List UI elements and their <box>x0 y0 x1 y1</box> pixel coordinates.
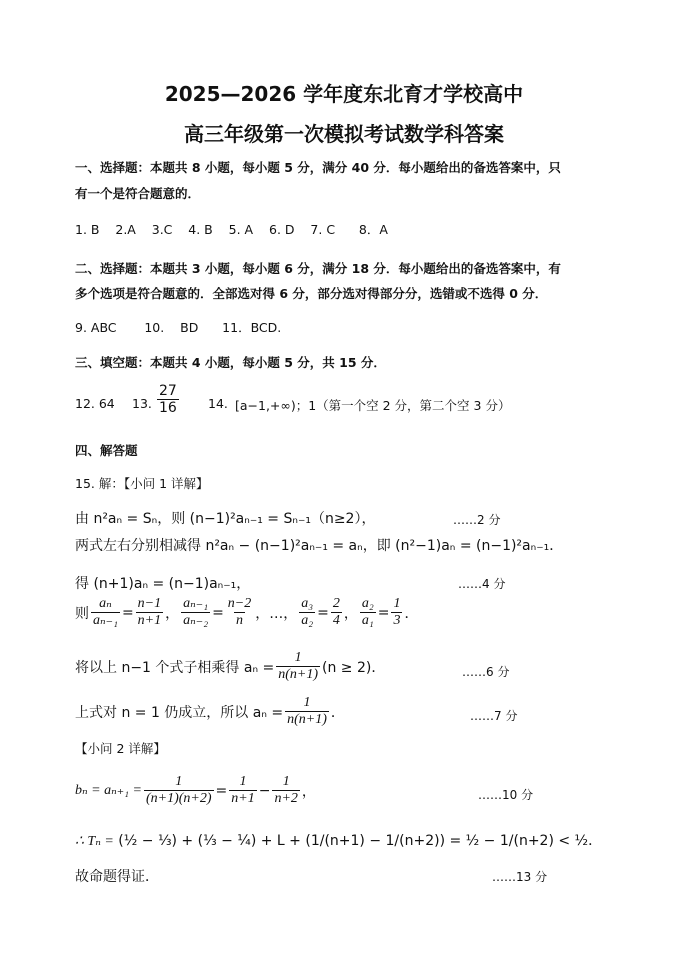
score-2: ……2 分 <box>453 513 501 527</box>
score-7: ……7 分 <box>470 709 518 723</box>
solution-line-7: bₙ = aₙ₊₁ = $\frac{1}{(n+1)(n+2)}$ = $\frac{1}{n+1}$ − $\frac{1}{n+2}$ ， <box>75 774 316 806</box>
solution-line-3: 得 (n+1)aₙ = (n−1)aₙ₋₁， <box>75 576 251 592</box>
score-4: ……4 分 <box>458 577 506 591</box>
answer-12: 12. 64 <box>75 396 115 411</box>
sec1-answers: 1. B 2.A 3.C 4. B 5. A 6. D 7. C 8．A <box>75 222 388 237</box>
page-title-line1: 2025—2026 学年度东北育才学校高中 <box>164 82 524 106</box>
sec2-answers: 9. ABC 10. BD 11．BCD. <box>75 320 282 335</box>
answer-13-fraction: $\frac{27}{16}$ <box>159 383 177 416</box>
conclusion: 故命题得证． <box>75 869 159 885</box>
sec3-line1: 三、填空题：本题共 4 小题，每小题 5 分，共 15 分． <box>75 355 386 370</box>
sec2-line1: 二、选择题：本题共 3 小题，每小题 6 分，满分 18 分．每小题给出的备选答案中，有 <box>75 261 561 276</box>
solution-line-1: 由 n²aₙ = Sₙ，则 (n−1)²aₙ₋₁ = Sₙ₋₁（n≥2）， <box>75 511 376 527</box>
sec2-line2: 多个选项是符合题意的．全部选对得 6 分，部分选对得部分分，选错或不选得 0 分． <box>75 286 548 301</box>
page-title-line2: 高三年级第一次模拟考试数学科答案 <box>184 122 504 146</box>
sec4-heading: 四、解答题 <box>75 443 138 458</box>
score-6: ……6 分 <box>462 665 510 679</box>
sec1-line2: 有一个是符合题意的． <box>75 186 201 201</box>
solution-line-8: ∴ Tₙ = (½ − ⅓) + (⅓ − ¼) + L + (1/(n+1) − 1/(n+2)) = ½ − 1/(n+2) < ½． <box>75 833 603 849</box>
solution-line-6: 上式对 n = 1 仍成立，所以 aₙ = $\frac{1}{n(n+1)}$ ． <box>75 695 345 727</box>
q15-header: 15. 解：【小问 1 详解】 <box>75 476 209 491</box>
q2-header: 【小问 2 详解】 <box>75 741 166 756</box>
score-10: ……10 分 <box>478 788 534 802</box>
answer-13-label: 13. <box>132 396 152 411</box>
solution-line-2: 两式左右分别相减得 n²aₙ − (n−1)²aₙ₋₁ = aₙ，即 (n²−1)aₙ = (n−1)²aₙ₋₁． <box>75 538 564 554</box>
solution-line-5: 将以上 n−1 个式子相乘得 aₙ = $\frac{1}{n(n+1)}$ (n ≥ 2)． <box>75 650 386 682</box>
score-13: ……13 分 <box>492 870 548 884</box>
sec1-line1: 一、选择题：本题共 8 小题，每小题 5 分，满分 40 分．每小题给出的备选答案中，只 <box>75 160 561 175</box>
answer-14-label: 14. <box>208 396 228 411</box>
solution-line-4: 则 $\frac{\text{aₙ}}{\text{aₙ₋₁}}$ = $\frac{n-1}{n+1}$ ， $\frac{\text{aₙ₋₁}}{\text{aₙ₋₂}}$ = $\frac{n-2}{n}$ ，…， $\frac{\text{a₃}}{\text{a₂}}$ = $\frac{2}{4}$ ， $\frac{\text{a₂}}{\text{a₁}}$ = $\frac{1}{3}$ ． <box>75 596 419 628</box>
answer-14-value: [a−1,+∞)；1（第一个空 2 分，第二个空 3 分） <box>235 398 511 413</box>
